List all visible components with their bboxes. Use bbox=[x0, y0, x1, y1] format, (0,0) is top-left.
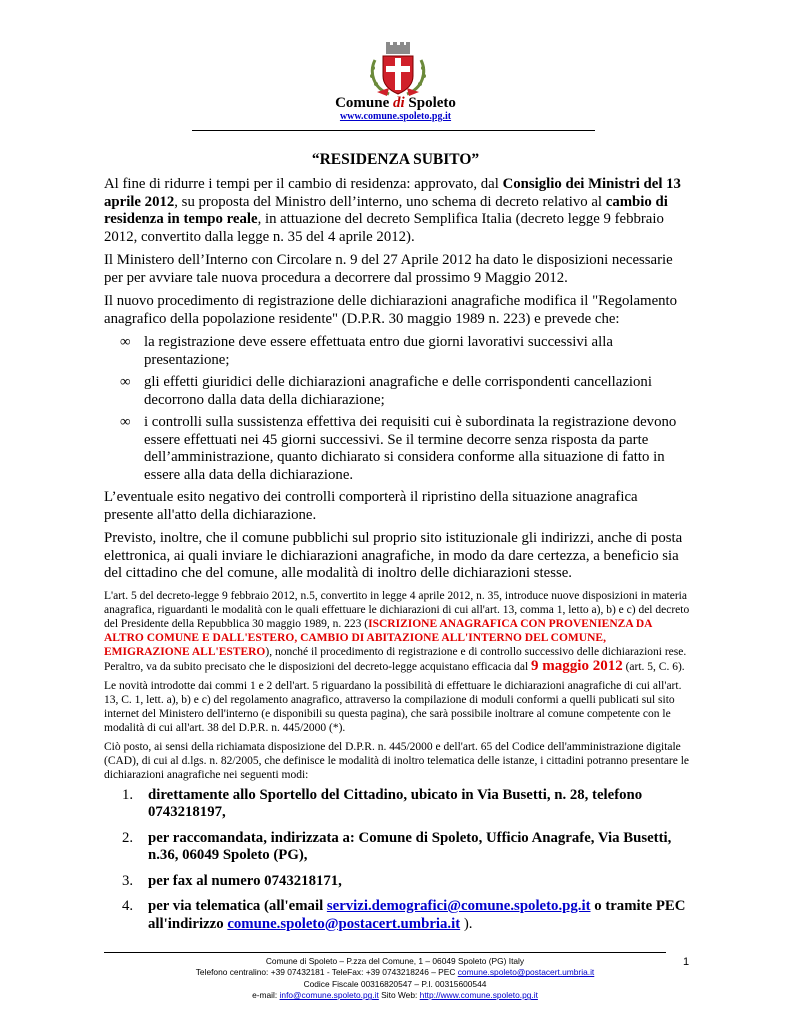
footer-email-link[interactable]: info@comune.spoleto.pg.it bbox=[279, 990, 379, 1001]
list-item-text: ). bbox=[460, 915, 473, 932]
paragraph-esito: L’eventuale esito negativo dei controlli comporterà il ripristino della situazione anagrafica presente all'atto della dichiarazione. bbox=[104, 489, 638, 523]
header-divider bbox=[192, 130, 595, 131]
list-item bbox=[104, 898, 690, 933]
pec-link[interactable]: comune.spoleto@postacert.umbria.it bbox=[227, 915, 461, 932]
list-item-text: la registrazione deve essere effettuata entro due giorni lavorativi successivi alla presentazione; bbox=[144, 334, 613, 368]
art5-text-a: L'art. 5 del decreto-legge 9 febbraio 2012, n.5, convertito in legge 4 aprile 2012, n. 35, introduce nuove disposizioni in materia anagrafica, riguardanti le modalità con le quali effettuare le dichiarazioni di cui all'art. 13, comma 1, letto a), b) e c) del decreto del Presidente della Repubblica 30 maggio 1989, n. 223 ( bbox=[104, 589, 690, 630]
list-number: 1. bbox=[122, 786, 134, 803]
list-item bbox=[104, 830, 690, 865]
intro-text-e: , in attuazione del decreto Semplifica Italia (decreto legge 9 febbraio 2012, convertito dalla legge n. 35 del 4 aprile 2012). bbox=[104, 211, 664, 245]
footer-web-label: Sito Web: bbox=[378, 990, 420, 1001]
footer-web-link[interactable]: http://www.comune.spoleto.pg.it bbox=[419, 990, 538, 1001]
paragraph-procedimento: Il nuovo procedimento di registrazione delle dichiarazioni anagrafiche modifica il "Regolamento anagrafico della popolazione residente" (D.P.R. 30 maggio 1989 n. 223) e prevede che: bbox=[104, 293, 678, 327]
art5-text-b: ), nonché il procedimento di registrazione e di controllo successivo delle dichiarazioni rese. Peraltro, va da subito precisato che le disposizioni del decreto-legge acquistano efficacia dal bbox=[104, 645, 687, 673]
municipality-suffix: Spoleto bbox=[404, 95, 456, 111]
list-item-text: gli effetti giuridici delle dichiarazioni anagrafiche e delle corrispondenti cancellazioni decorrono dalla data della dichiarazione; bbox=[144, 374, 652, 408]
footer-fiscal-code: Codice Fiscale 00316820547 – P.I. 00315600544 bbox=[303, 978, 487, 989]
infinity-bullet-icon: ∞ bbox=[120, 334, 131, 350]
list-item-text: o tramite PEC all'indirizzo bbox=[148, 898, 686, 932]
list-item-text: direttamente allo Sportello del Cittadino, ubicato in Via Busetti, n. 28, telefono 0743218197, bbox=[148, 786, 643, 820]
list-item-text: i controlli sulla sussistenza effettiva dei requisiti cui è subordinata la registrazione devono essere effettuati nei 45 giorni successivi. Se il termine decorre senza risposta da parte dell’amministrazione, quanto dichiarato si considera conforme alla situazione di fatto in essere alla data della dichiarazione. bbox=[144, 414, 677, 483]
list-item bbox=[104, 334, 690, 369]
paragraph-art5 bbox=[104, 589, 690, 674]
list-item bbox=[104, 873, 690, 891]
list-item bbox=[104, 414, 690, 484]
list-number: 2. bbox=[122, 829, 134, 846]
footer-phone: Telefono centralino: +39 07432181 - TeleFax: +39 0743218246 – PEC bbox=[195, 967, 458, 978]
paragraph-novita: Le novità introdotte dai commi 1 e 2 dell'art. 5 riguardano la possibilità di effettuare le dichiarazioni anagrafiche di cui all'art. 13, C. 1, lett. a), b) e c) del regolamento anagrafico, attraverso la compilazione di moduli conformi a quelli publicati sul sito internet del Ministero dell'interno (e disponibili su questa pagina), che sarà possibile inoltrare al comune competente con le modalità di cui all'art. 38 del D.P.R. n. 445/2000 (*). bbox=[104, 679, 682, 734]
footer bbox=[80, 956, 710, 1002]
document-title: “RESIDENZA SUBITO” bbox=[311, 151, 480, 168]
list-item-text: per raccomandata, indirizzata a: Comune di Spoleto, Ufficio Anagrafe, Via Busetti, n.36, 06049 Spoleto (PG), bbox=[148, 829, 672, 863]
intro-text-a: Al fine di ridurre i tempi per il cambio di residenza: approvato, dal bbox=[104, 176, 503, 192]
art5-text-c: (art. 5, C. 6). bbox=[622, 660, 685, 673]
art5-red-text: ISCRIZIONE ANAGRAFICA CON PROVENIENZA DA ALTRO COMUNE E DALL'ESTERO, CAMBIO DI ABITAZIONE ALL'INTERNO DEL COMUNE, EMIGRAZIONE ALL'ESTERO bbox=[104, 617, 652, 658]
municipality-name bbox=[0, 95, 791, 112]
paragraph-modalita: Ciò posto, ai sensi della richiamata disposizione del D.P.R. n. 445/2000 e dell'art. 65 del Codice dell'amministrazione digitale (CAD), di cui al d.lgs. n. 82/2005, che definisce le modalità di inoltro telematica delle istanze, i cittadini potranno presentare le dichiarazioni anagrafiche nei seguenti modi: bbox=[104, 740, 690, 781]
list-item bbox=[104, 787, 690, 822]
infinity-bullet-icon: ∞ bbox=[120, 414, 131, 430]
document-body bbox=[104, 176, 690, 941]
footer-contact-line bbox=[80, 990, 710, 1001]
intro-text-bold-b: Consiglio dei Ministri del 13 aprile 2012 bbox=[104, 176, 681, 210]
list-number: 4. bbox=[122, 898, 134, 914]
bullet-list bbox=[104, 334, 690, 484]
effective-date: 9 maggio 2012 bbox=[531, 657, 623, 674]
paragraph-intro bbox=[104, 176, 690, 246]
page-number: 1 bbox=[683, 956, 690, 968]
coat-of-arms-icon bbox=[367, 42, 429, 98]
municipality-di: di bbox=[392, 95, 405, 111]
list-item-text: per via telematica (all'email bbox=[148, 898, 327, 914]
footer-address: Comune di Spoleto – P.zza del Comune, 1 – 06049 Spoleto (PG) Italy bbox=[265, 956, 525, 966]
footer-phone-line bbox=[80, 967, 710, 978]
list-item bbox=[104, 374, 690, 409]
intro-text-bold-d: cambio di residenza in tempo reale bbox=[104, 193, 668, 227]
website-link[interactable]: www.comune.spoleto.pg.it bbox=[339, 111, 452, 122]
paragraph-previsto: Previsto, inoltre, che il comune pubblichi sul proprio sito istituzionale gli indirizzi, anche di posta elettronica, ai quali inviare le dichiarazioni anagrafiche, in modo da dare certezza, a beneficio sia del cittadino che del comune, alle modalità di inoltro delle dichiarazioni stesse. bbox=[104, 530, 683, 581]
intro-text-c: , su proposta del Ministro dell’interno, uno schema di decreto relativo al bbox=[174, 193, 606, 210]
municipality-prefix: Comune bbox=[335, 95, 393, 111]
footer-email-label: e-mail: bbox=[252, 990, 280, 1001]
submission-methods-list bbox=[104, 787, 690, 934]
footer-pec-link[interactable]: comune.spoleto@postacert.umbria.it bbox=[457, 967, 595, 978]
paragraph-circolare: Il Ministero dell’Interno con Circolare n. 9 del 27 Aprile 2012 ha dato le disposizioni necessarie per per avviare tale nuova procedura a decorrere dal prossimo 9 Maggio 2012. bbox=[104, 252, 673, 286]
list-number: 3. bbox=[122, 872, 134, 889]
infinity-bullet-icon: ∞ bbox=[120, 374, 131, 390]
email-link[interactable]: servizi.demografici@comune.spoleto.pg.it bbox=[326, 898, 591, 914]
footer-divider bbox=[104, 952, 666, 953]
list-item-text: per fax al numero 0743218171, bbox=[148, 872, 342, 889]
